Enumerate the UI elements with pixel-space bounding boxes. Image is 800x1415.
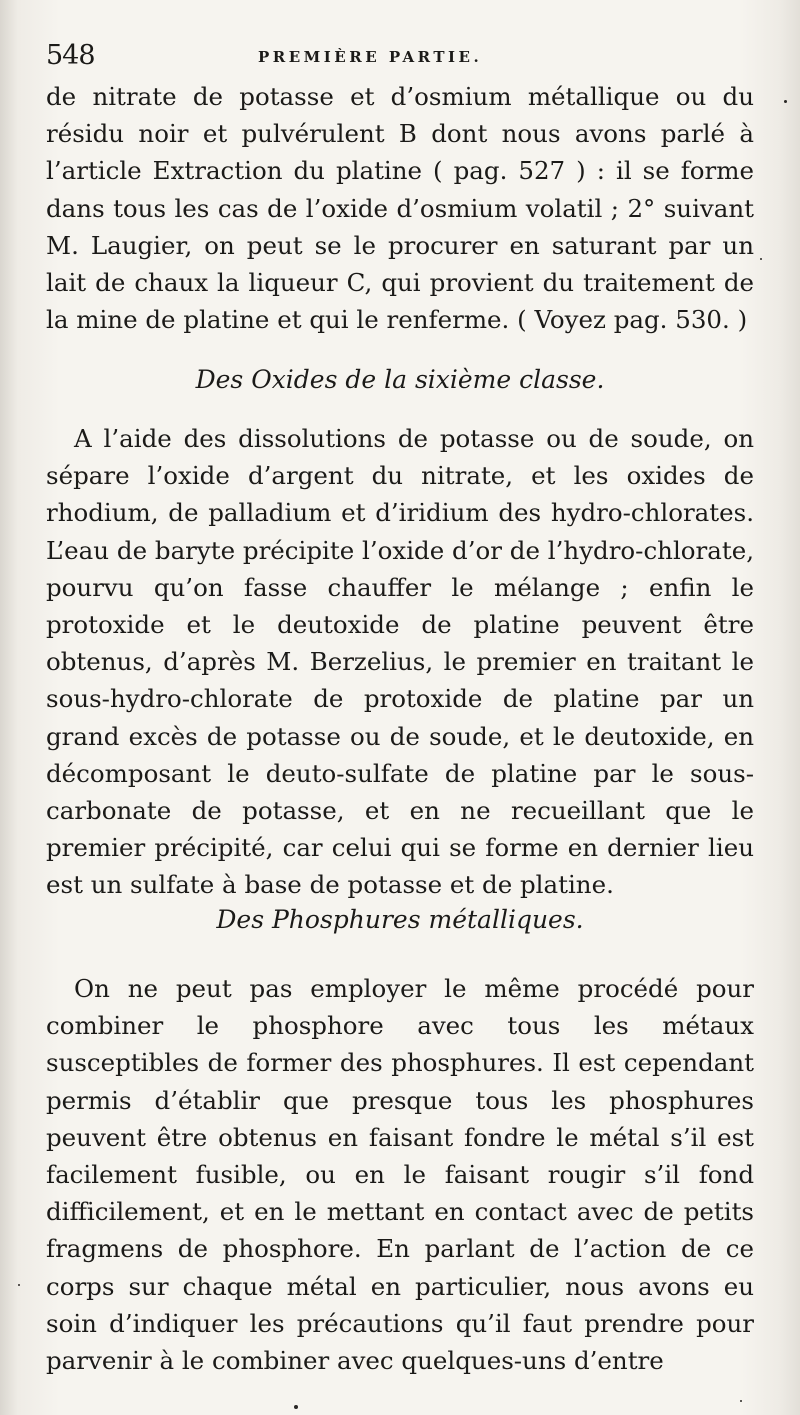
paragraph-text: de nitrate de potasse et d’osmium métallique ou du résidu noir et pulvérulent B dont nous avons parlé à l’article Extraction du platine ( pag. 527 ) : il se forme dans tous les cas de l’oxide d’osmium volatil ; 2° suivant M. Laugier, on peut se le procurer en saturant par un lait de chaux la liqueur C, qui provient du traitement de la mine de platine et qui le renferme. ( Voyez pag. 530. ) [46,82,754,335]
section-heading-phosphures: Des Phosphures métalliques. [216,905,584,934]
paragraph-text: On ne peut pas employer le même procédé pour combiner le phosphore avec tous les métaux susceptibles de former des phosphures. Il est cependant permis d’établir que presque tous les phosphures peuvent être obtenus en faisant fondre le métal s’il est facilement fusible, ou en le faisant rougir s’il fond difficilement, et en le mettant en contact avec de petits fragmens de phosphore. En parlant de l’action de ce corps sur chaque métal en particulier, nous avons eu soin d’indiquer les précautions qu’il faut prendre pour parvenir à le combiner avec quelques-uns d’entre [46,974,754,1376]
speck [784,100,787,103]
speck [18,1284,20,1286]
speck [740,1400,742,1402]
page-number: 548 [46,40,95,71]
speck [760,258,762,260]
running-head: PREMIÈRE PARTIE. [258,48,483,66]
paragraph-text: A l’aide des dissolutions de potasse ou de soude, on sépare l’oxide d’argent du nitrate, et les oxides de rhodium, de palladium et d’iridium des hydro-chlorates. L’eau de baryte précipite l’oxide d’or de l’hydro-chlorate, pourvu qu’on fasse chauffer le mélange ; enfin le protoxide et le deutoxide de platine peuvent être obtenus, d’après M. Berzelius, le premier en traitant le sous-hydro-chlorate de protoxide de platine par un grand excès de potasse ou de soude, et le deutoxide, en décomposant le deuto-sulfate de platine par le sous-carbonate de potasse, et en ne recueillant que le premier précipité, car celui qui se forme en dernier lieu est un sulfate à base de potasse et de platine. [46,424,754,900]
paragraph-osmium [46,78,754,338]
paragraph-oxides [46,420,754,904]
speck [294,1405,298,1409]
page-header [46,40,766,80]
paragraph-phosphures [46,970,754,1379]
section-heading-oxides-sixth-class: Des Oxides de la sixième classe. [195,365,605,394]
